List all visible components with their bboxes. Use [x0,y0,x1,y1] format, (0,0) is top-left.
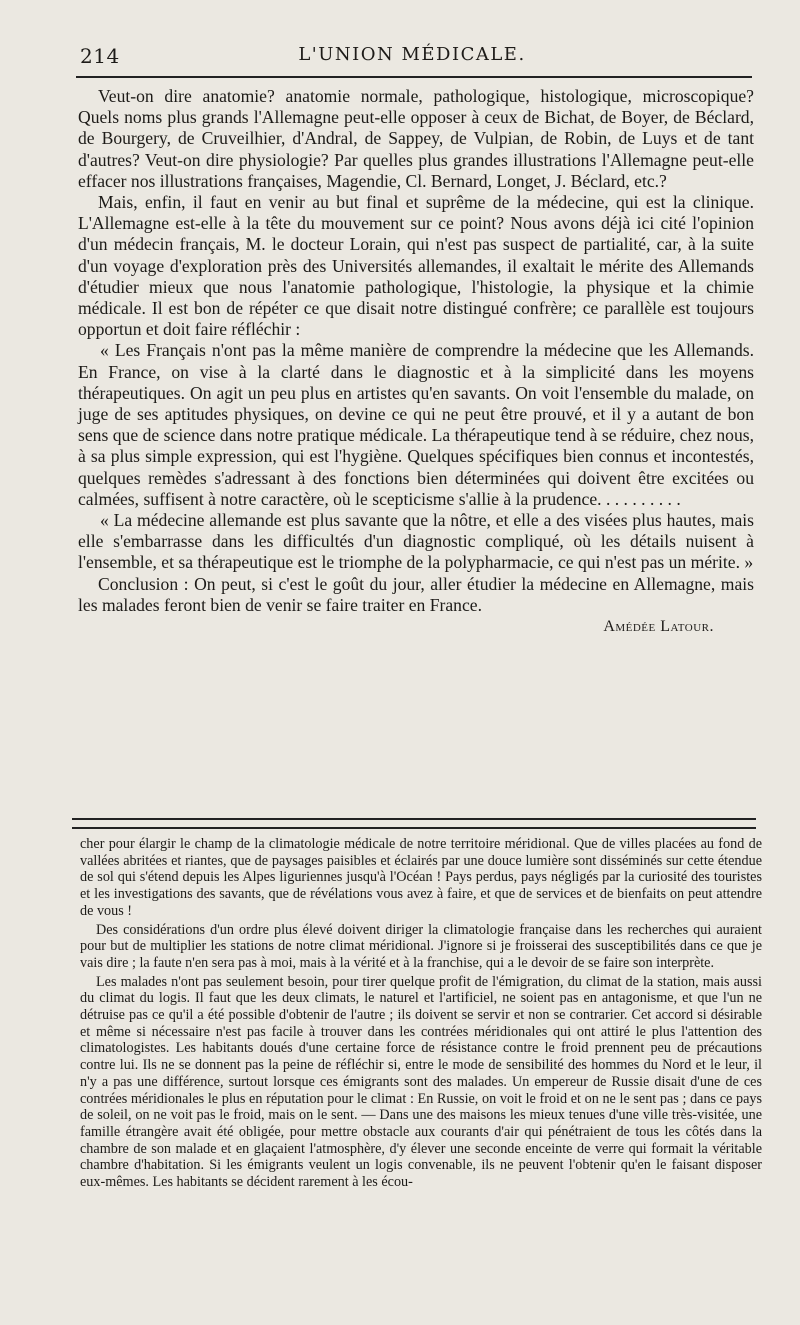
article-body [78,86,754,637]
page-header [72,44,752,70]
quote-french-medicine: « Les Français n'ont pas la même manière de comprendre la médecine que les Allemands. En France, on vise à la clarté dans le diagnostic et à la simplicité dans les moyens thérapeutiques. On agit un peu plus en artistes qu'en savants. On voit l'ensemble du malade, on juge de ses aptitudes physiques, on devine ce qui ne peut être prouvé, et il y a autant de bon sens que de science dans notre pratique médicale. La thérapeutique tend à se réduire, chez nous, à sa plus simple expression, qui est l'hygiène. Quelques spécifiques bien connus et incontestés, quelques remèdes s'adressant à des fonctions bien déterminées qui doivent être excitées ou calmées, suffisent à notre caractère, où le scepticisme s'allie à la prudence. . . . . . . . . . [78,340,754,509]
paragraph-conclusion: Conclusion : On peut, si c'est le goût du jour, aller étudier la médecine en Allemagne, mais les malades feront bien de venir se faire traiter en France. [78,573,754,615]
running-title: L'UNION MÉDICALE. [298,44,526,65]
feuilleton-body [80,836,762,1193]
author-signature: Amédée Latour. [603,618,714,636]
paragraph-considerations: Des considérations d'un ordre plus élevé doivent diriger la climatologie française dans les recherches qui auraient pour but de multiplier les stations de notre climat méridional. J'ignore si je froisserai des susceptibilités dans ce que je vais dire ; la faute n'en sera pas à moi, mais à la vérité et à la franchise, qui a le devoir de se faire son interprète. [80,921,762,971]
section-separator [72,818,756,829]
quote-german-medicine: « La médecine allemande est plus savante que la nôtre, et elle a des visées plus hautes, mais elle s'embarrasse dans les difficultés d'un diagnostic compliqué, où les détails nuisent à l'ensemble, et sa thérapeutique est le triomphe de la polypharmacie, ce qui n'est pas un mérite. » [78,510,754,573]
paragraph-clinique: Mais, enfin, il faut en venir au but final et suprême de la médecine, qui est la clinique. L'Allemagne est-elle à la tête du mouvement sur ce point? Nous avons déjà ici cité l'opinion d'un médecin français, M. le docteur Lorain, qui n'est pas suspect de partialité, car, à la suite d'un voyage d'exploration près des Universités allemandes, il exaltait le mérite des Allemands d'étudier mieux que nous l'anatomie pathologique, l'histologie, la physique et la chimie médicale. Il est bon de répéter ce que disait notre distingué confrère; ce parallèle est toujours opportun et doit faire réfléchir : [78,192,754,340]
paragraph-climatologie: cher pour élargir le champ de la climatologie médicale de notre territoire méridional. Que de villes placées au fond de vallées abritées et riantes, que de paysages paisibles et éclairés par une douce lumière sont disséminés sur cette étendue de sol qui s'étend depuis les Alpes liguriennes jusqu'à l'Océan ! Pays perdus, pays négligés par la curiosité des touristes et les investigations des savants, que de révélations vous avez à faire, et que de services et de bienfaits on peut attendre de vous ! [80,836,762,919]
page-number: 214 [80,44,120,68]
header-rule [76,76,752,78]
paragraph-malades: Les malades n'ont pas seulement besoin, pour tirer quelque profit de l'émigration, du climat de la station, mais aussi du climat du logis. Il faut que les deux climats, le naturel et l'artificiel, ne soient pas en antagonisme, et que l'un ne détruise pas ce qu'il a été possible d'obtenir de l'autre ; ils doivent se servir et non se contrarier. Cet accord si désirable et même si nécessaire n'est pas facile à trouver dans les contrées méridionales qui ont attiré le plus l'attention des climatologistes. Les habitants doués d'une certaine force de résistance contre le froid prennent peu de précautions contre lui. Ils ne se donnent pas la peine de réfléchir si, entre le mode de sensibilité des hommes du Nord et le leur, il n'y a pas une différence, surtout lorsque ces émigrants sont des malades. Un empereur de Russie disait d'une de ces contrées méridionales le plus en réputation pour le climat : En Russie, on voit le froid et on ne le sent pas ; dans ce pays de soleil, on ne voit pas le froid, mais on le sent. — Dans une des maisons les mieux tenues d'une ville très-visitée, une famille étrangère avait été obligée, pour mettre obstacle aux courants d'air qui pénétraient de tous les côtés dans la chambre de son malade et en glaçaient l'atmosphère, d'y élever une seconde enceinte de verre qui formait la véritable chambre d'habitation. Si les émigrants veulent un logis convenable, ils ne peuvent l'obtenir qu'en le faisant disposer eux-mêmes. Les habitants se décident rarement à les écou- [80,973,762,1191]
paragraph-anatomy: Veut-on dire anatomie? anatomie normale, pathologique, histologique, microscopique? Quels noms plus grands l'Allemagne peut-elle opposer à ceux de Bichat, de Boyer, de Béclard, de Bourgery, de Cruveilhier, d'Andral, de Sappey, de Vulpian, de Robin, de Luys et de tant d'autres? Veut-on dire physiologie? Par quelles plus grandes illustrations l'Allemagne peut-elle effacer nos illustrations françaises, Magendie, Cl. Bernard, Longet, J. Béclard, etc.? [78,86,754,191]
